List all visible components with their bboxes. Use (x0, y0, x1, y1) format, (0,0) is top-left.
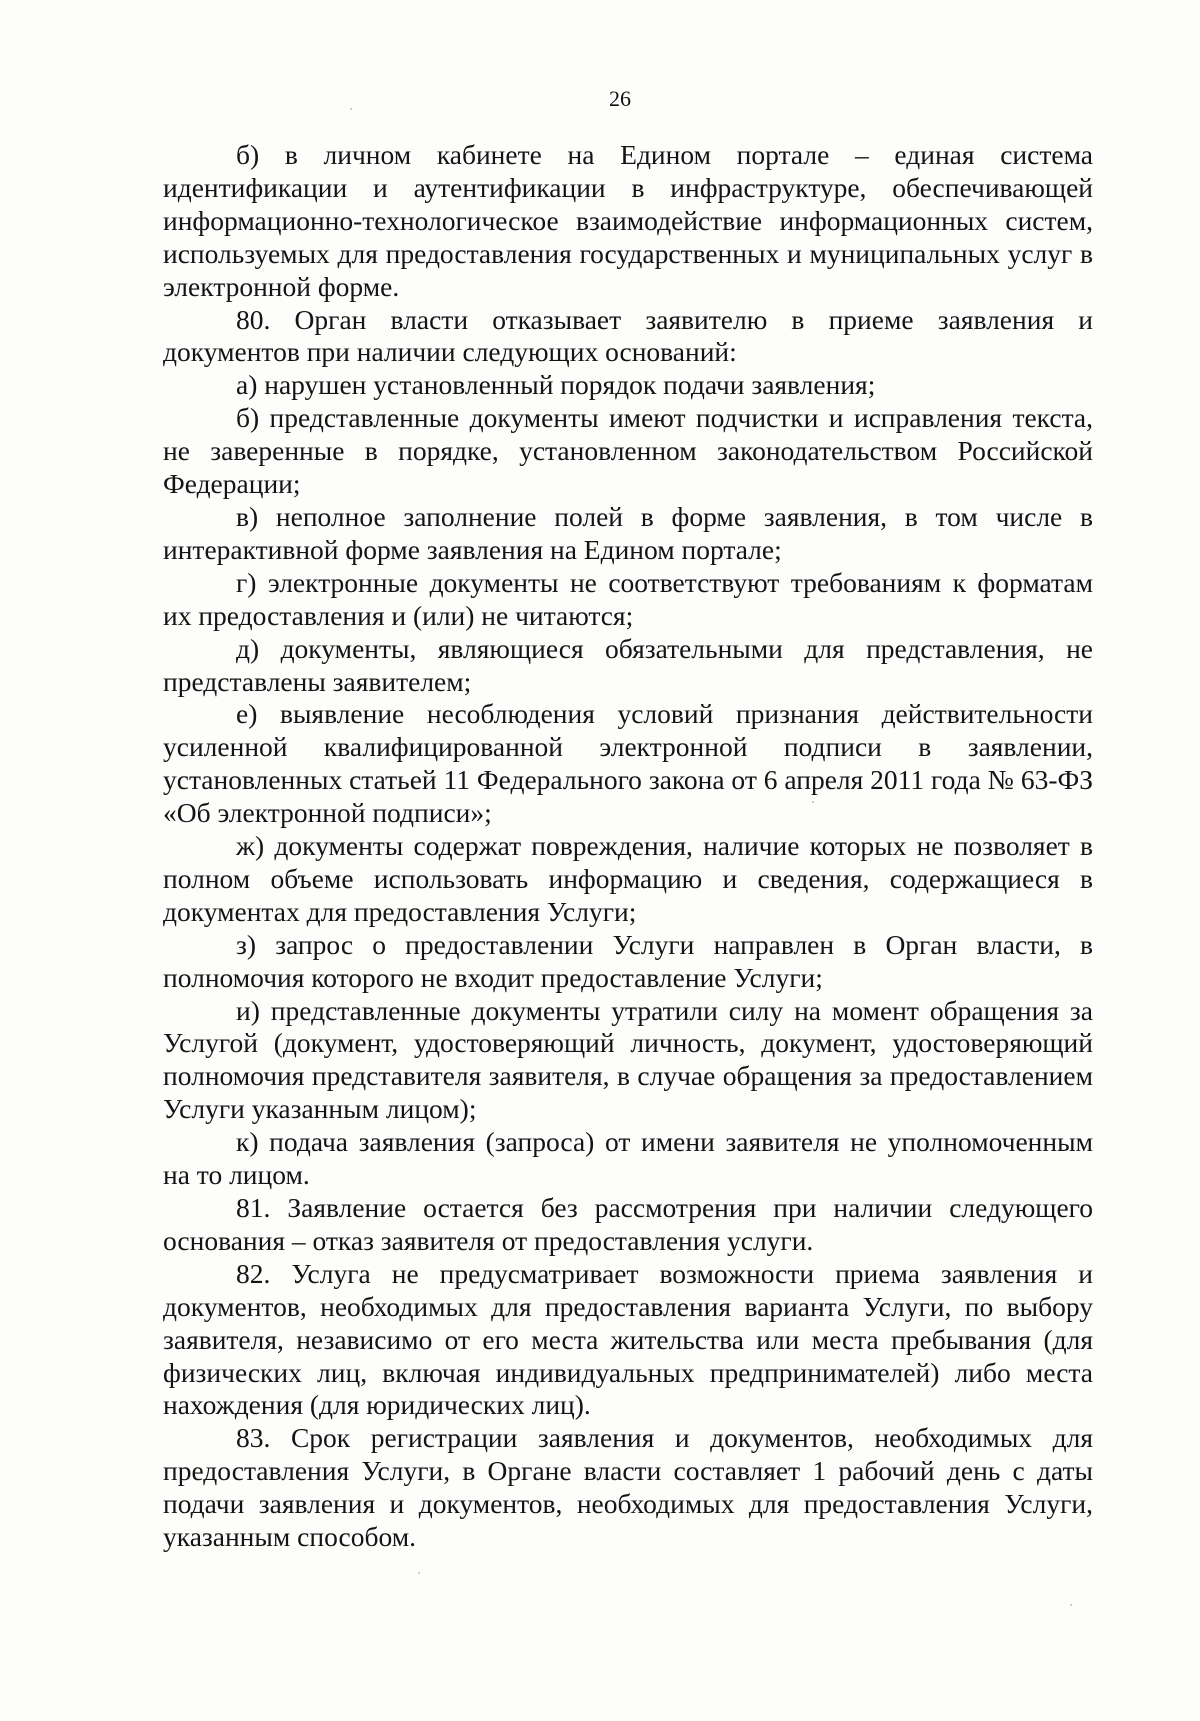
paragraph-83: 83. Срок регистрации заявления и документов, необходимых для предоставления Услуги, в Органе власти составляет 1 рабочий день с даты подачи заявления и документов, необходимых для предоставления Услуги, указанным способом. (163, 1422, 1093, 1553)
paragraph-80-item-z: з) запрос о предоставлении Услуги направлен в Орган власти, в полномочия которого не входит предоставление Услуги; (163, 928, 1093, 993)
scan-speck (418, 1572, 420, 1574)
paragraph-80-item-i: и) представленные документы утратили силу на момент обращения за Услугой (документ, удостоверяющий личность, документ, удостоверяющий полномочия представителя заявителя, в случае обращения за предоставлением Услуги указанным лицом); (163, 994, 1093, 1125)
scan-speck (1070, 1604, 1072, 1606)
paragraph-81: 81. Заявление остается без рассмотрения при наличии следующего основания – отказ заявителя от предоставления услуги. (163, 1192, 1093, 1256)
paragraph-item-b-personal-account: б) в личном кабинете на Едином портале – единая система идентификации и аутентификации в инфраструктуре, обеспечивающей информационно-технологическое взаимодействие информационных систем, используемых для предоставления государственных и муниципальных услуг в электронной форме. (163, 139, 1093, 302)
paragraph-80-item-g: г) электронные документы не соответствуют требованиям к форматам их предоставления и (или) не читаются; (163, 566, 1093, 631)
paragraph-80-item-b: б) представленные документы имеют подчистки и исправления текста, не заверенные в порядке, установленном законодательством Российской Федерации; (163, 402, 1093, 500)
paragraph-80-item-a: а) нарушен установленный порядок подачи заявления; (236, 369, 876, 401)
paragraph-80-item-e: е) выявление несоблюдения условий признания действительности усиленной квалифицированной электронной подписи в заявлении, установленных статьей 11 Федерального закона от 6 апреля 2011 года № 63-ФЗ «Об электронной подписи»; (163, 698, 1093, 829)
paragraph-80-item-d: д) документы, являющиеся обязательными для представления, не представлены заявителем; (163, 632, 1093, 697)
paragraph-82: 82. Услуга не предусматривает возможности приема заявления и документов, необходимых для предоставления варианта Услуги, по выбору заявителя, независимо от его места жительства или места пребывания (для физических лиц, включая индивидуальных предпринимателей) либо места нахождения (для юридических лиц). (163, 1257, 1093, 1421)
page-number: 26 (609, 86, 631, 111)
paragraph-80-item-zh: ж) документы содержат повреждения, наличие которых не позволяет в полном объеме использовать информацию и сведения, содержащиеся в документах для предоставления Услуги; (163, 830, 1093, 927)
scan-speck (350, 108, 352, 110)
paragraph-80: 80. Орган власти отказывает заявителю в приеме заявления и документов при наличии следующих оснований: (163, 303, 1093, 368)
paragraph-80-item-k: к) подача заявления (запроса) от имени заявителя не уполномоченным на то лицом. (163, 1126, 1093, 1191)
document-body (163, 139, 1093, 1554)
paragraph-80-item-v: в) неполное заполнение полей в форме заявления, в том числе в интерактивной форме заявления на Едином портале; (163, 500, 1093, 565)
scan-speck (812, 801, 814, 803)
